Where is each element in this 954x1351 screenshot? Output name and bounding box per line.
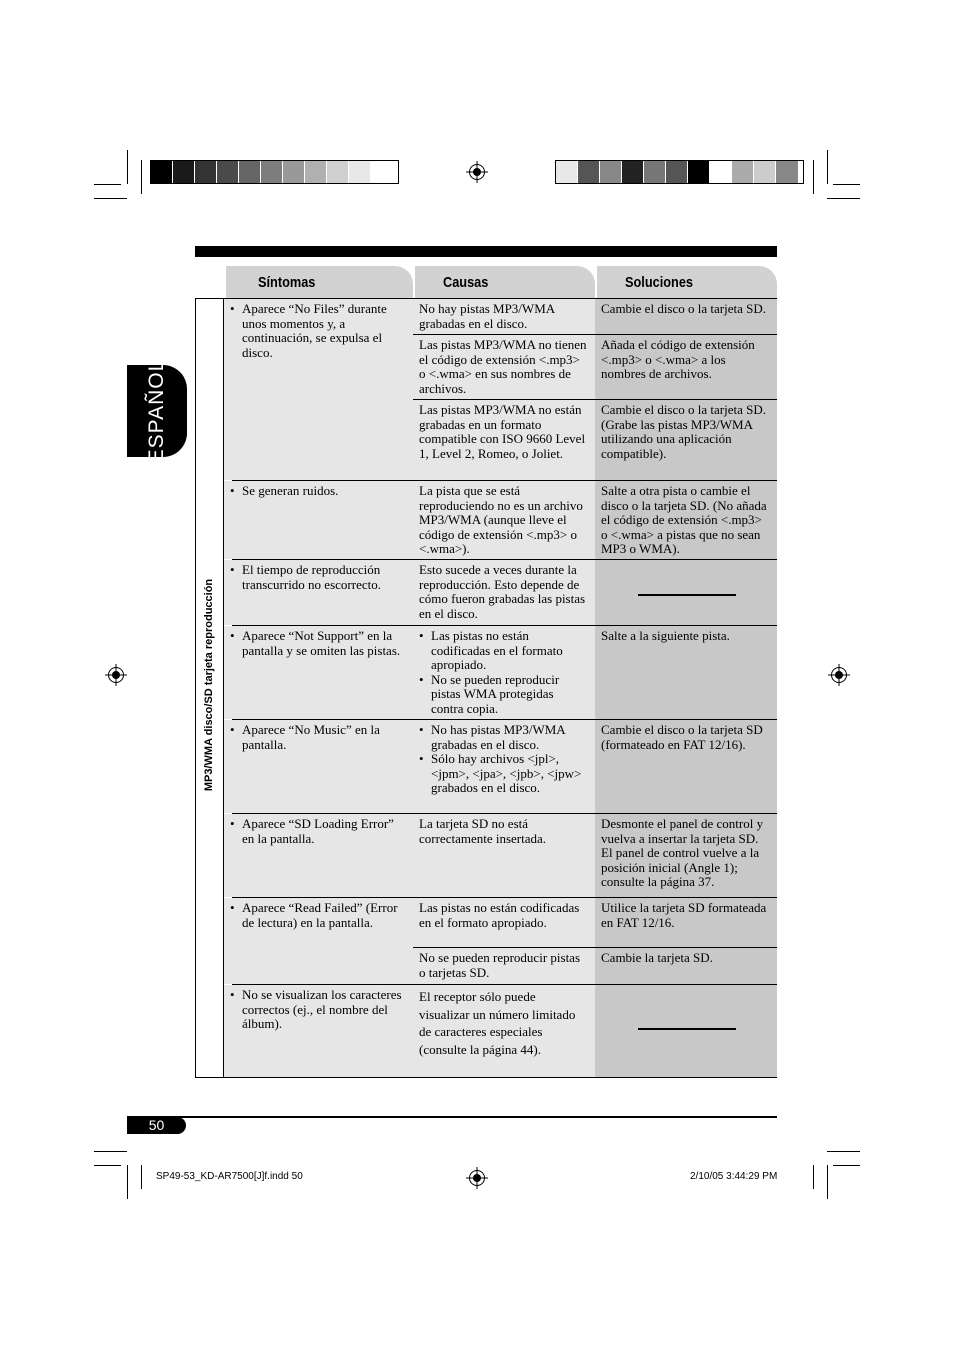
header-solutions: Soluciones bbox=[595, 266, 777, 298]
row-separator bbox=[232, 480, 777, 481]
cause-list-item: • No has pistas MP3/WMA grabadas en el disco. bbox=[419, 723, 589, 752]
section-top-bar bbox=[195, 246, 777, 257]
symptom-cell: • No se visualizan los caracteres correctos (ej., el nombre del álbum). bbox=[224, 985, 413, 1077]
crop-mark bbox=[94, 184, 121, 185]
crop-mark bbox=[827, 1165, 828, 1199]
solution-cell: Salte a otra pista o cambie el disco o la tarjeta SD. (No añada el código de extensión <.mp3> o <.wma> a pistas que no sean MP3 o WMA). bbox=[595, 481, 777, 559]
row-separator bbox=[232, 559, 777, 560]
crop-mark bbox=[94, 198, 127, 199]
row-separator bbox=[232, 897, 777, 898]
cause-cell: El receptor sólo puede visualizar un número limitado de caracteres especiales (consulte la página 44). bbox=[413, 985, 595, 1077]
row-separator bbox=[232, 719, 777, 720]
cause-cell: Esto sucede a veces durante la reproducción. Esto depende de cómo fueron grabadas las pistas en el disco. bbox=[413, 560, 595, 625]
solution-cell: Cambie el disco o la tarjeta SD. bbox=[595, 299, 777, 334]
registration-mark-icon bbox=[469, 1170, 485, 1186]
header-symptoms: Síntomas bbox=[226, 266, 413, 298]
page-number: 50 bbox=[127, 1117, 186, 1134]
symptom-cell: • Aparece “Read Failed” (Error de lectura) en la pantalla. bbox=[224, 898, 413, 984]
crop-mark bbox=[833, 184, 860, 185]
solution-cell: Desmonte el panel de control y vuelva a insertar la tarjeta SD. El panel de control vuelve a la posición inicial (Angle 1); consulte la página 37. bbox=[595, 814, 777, 897]
cause-cell bbox=[413, 626, 595, 719]
registration-mark-icon bbox=[831, 667, 847, 683]
cause-cell: Las pistas MP3/WMA no están grabadas en un formato compatible con ISO 9660 Level 1, Level 2, Romeo, o Joliet. bbox=[413, 400, 595, 480]
language-tab-label: ESPAÑOL bbox=[145, 358, 168, 464]
language-tab bbox=[127, 358, 187, 464]
row-separator bbox=[232, 984, 777, 985]
registration-mark-icon bbox=[108, 667, 124, 683]
row-separator bbox=[232, 625, 777, 626]
crop-mark bbox=[813, 160, 814, 194]
solution-cell: Salte a la siguiente pista. bbox=[595, 626, 777, 719]
crop-mark bbox=[94, 1165, 121, 1166]
solution-cell bbox=[595, 985, 777, 1077]
symptom-cell: • Aparece “Not Support” en la pantalla y se omiten las pistas. bbox=[224, 626, 413, 719]
cause-cell: La tarjeta SD no está correctamente insertada. bbox=[413, 814, 595, 897]
crop-mark bbox=[127, 1165, 128, 1199]
row-separator bbox=[413, 947, 777, 948]
symptom-cell: • Aparece “SD Loading Error” en la pantalla. bbox=[224, 814, 413, 897]
row-separator bbox=[413, 334, 777, 335]
footer-file: SP49-53_KD-AR7500[J]f.indd 50 bbox=[156, 1171, 303, 1182]
crop-mark bbox=[141, 160, 142, 194]
symptom-cell: • Aparece “No Music” en la pantalla. bbox=[224, 720, 413, 813]
solution-cell: Añada el código de extensión <.mp3> o <.wma> a los nombres de archivos. bbox=[595, 335, 777, 399]
row-separator bbox=[232, 813, 777, 814]
no-solution-dash bbox=[638, 1028, 736, 1030]
solution-cell: Cambie el disco o la tarjeta SD. (Grabe las pistas MP3/WMA utilizando una aplicación compatible). bbox=[595, 400, 777, 480]
row-separator bbox=[413, 399, 777, 400]
symptom-cell: • Aparece “No Files” durante unos momentos y, a continuación, se expulsa el disco. bbox=[224, 299, 413, 480]
cause-list-item: • Las pistas no están codificadas en el formato apropiado. bbox=[419, 629, 589, 673]
cause-list-item: • No se pueden reproducir pistas WMA protegidas contra copia. bbox=[419, 673, 589, 717]
footer-date: 2/10/05 3:44:29 PM bbox=[690, 1171, 778, 1182]
crop-mark bbox=[141, 1165, 142, 1189]
side-label: MP3/WMA disco/SD tarjeta reproducción bbox=[203, 578, 215, 792]
crop-mark bbox=[813, 1165, 814, 1189]
cause-cell: Las pistas MP3/WMA no tienen el código de extensión <.mp3> o <.wma> en sus nombres de archivos. bbox=[413, 335, 595, 399]
symptom-cell: • El tiempo de reproducción transcurrido no escorrecto. bbox=[224, 560, 413, 625]
cause-list-item: • Sólo hay archivos <jpl>, <jpm>, <jpa>, <jpb>, <jpw> grabados en el disco. bbox=[419, 752, 589, 796]
header-causes: Causas bbox=[413, 266, 595, 298]
cause-cell bbox=[413, 720, 595, 813]
crop-mark bbox=[127, 150, 128, 184]
crop-mark bbox=[827, 150, 828, 184]
solution-cell bbox=[595, 560, 777, 625]
cause-cell: La pista que se está reproduciendo no es un archivo MP3/WMA (aunque lleve el código de extensión <.mp3> o <.wma>). bbox=[413, 481, 595, 559]
color-calibration-bar-left bbox=[150, 160, 399, 184]
solution-cell: Cambie el disco o la tarjeta SD (formateado en FAT 12/16). bbox=[595, 720, 777, 813]
color-calibration-bar-right bbox=[555, 160, 804, 184]
cause-cell: Las pistas no están codificadas en el formato apropiado. bbox=[413, 898, 595, 947]
crop-mark bbox=[827, 198, 860, 199]
crop-mark bbox=[94, 1151, 127, 1152]
cause-cell: No se pueden reproducir pistas o tarjetas SD. bbox=[413, 948, 595, 984]
solution-cell: Cambie la tarjeta SD. bbox=[595, 948, 777, 984]
symptom-cell: • Se generan ruidos. bbox=[224, 481, 413, 559]
solution-cell: Utilice la tarjeta SD formateada en FAT 12/16. bbox=[595, 898, 777, 947]
registration-mark-icon bbox=[469, 164, 485, 180]
bottom-rule bbox=[127, 1116, 777, 1118]
crop-mark bbox=[827, 1151, 860, 1152]
no-solution-dash bbox=[638, 594, 736, 596]
crop-mark bbox=[833, 1165, 860, 1166]
cause-cell: No hay pistas MP3/WMA grabadas en el disco. bbox=[413, 299, 595, 334]
